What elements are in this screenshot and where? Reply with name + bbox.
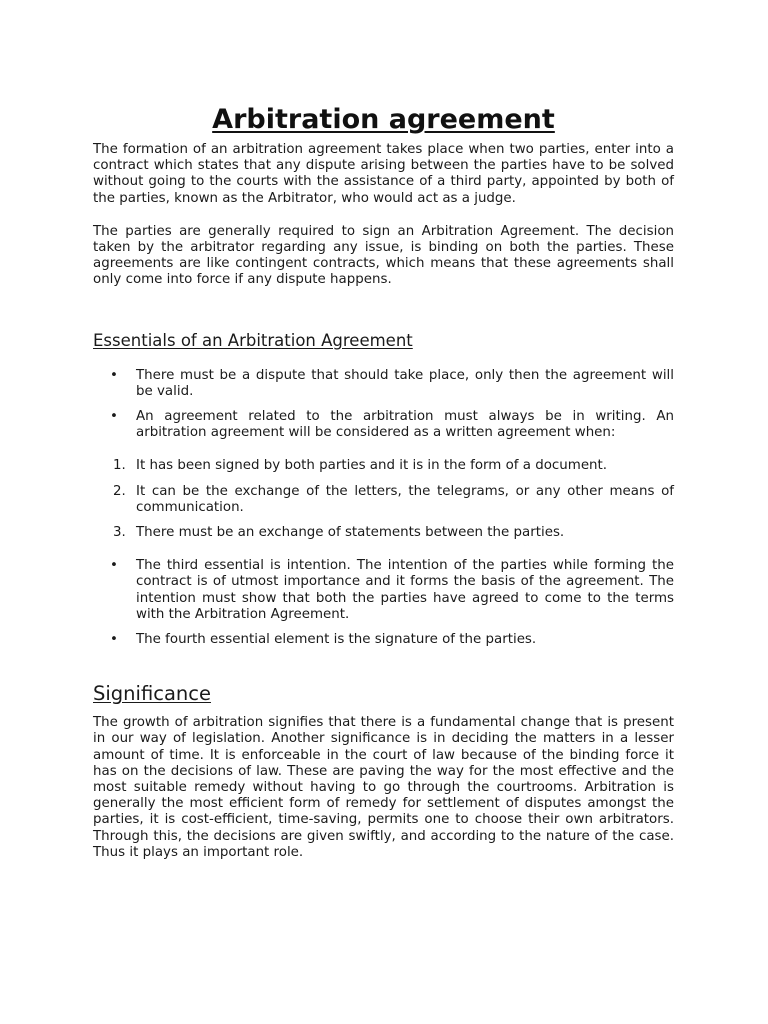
bullet-text: The fourth essential element is the signature of the parties. <box>136 632 537 648</box>
numbered-text: There must be an exchange of statements between the parties. <box>136 525 565 541</box>
document-title: Arbitration agreement <box>212 104 555 135</box>
numbered-text: It has been signed by both parties and it is in the form of a document. <box>136 458 608 474</box>
bullet-marker: • <box>110 367 118 383</box>
number-marker: 1. <box>113 458 126 474</box>
significance-heading: Significance <box>93 682 211 706</box>
bullet-item <box>93 368 674 400</box>
numbered-item <box>93 525 674 541</box>
intro-paragraph-2: The parties are generally required to sign an Arbitration Agreement. The decision taken by the arbitrator regarding any issue, is binding on both the parties. These agreements are like contingent contracts, which means that these agreements shall only come into force if any dispute happens. <box>93 223 674 288</box>
numbered-item <box>93 484 674 516</box>
bullet-marker: • <box>110 409 118 425</box>
bullet-item <box>93 558 674 623</box>
significance-paragraph: The growth of arbitration signifies that there is a fundamental change that is present in our way of legislation. Another significance is in deciding the matters in a lesser amount of time. It is enforceable in the court of law because of the binding force it has on the decisions of law. These are paving the way for the most effective and the most suitable remedy without having to go through the courtrooms. Arbitration is generally the most efficient form of remedy for settlement of disputes amongst the parties, it is cost-efficient, time-saving, permits one to choose their own arbitrators. Through this, the decisions are given swiftly, and according to the nature of the case. Thus it plays an important role. <box>93 715 674 860</box>
bullet-marker: • <box>110 632 118 648</box>
intro-paragraph-1: The formation of an arbitration agreement takes place when two parties, enter into a contract which states that any dispute arising between the parties have to be solved without going to the courts with the assistance of a third party, appointed by both of the parties, known as the Arbitrator, who would act as a judge. <box>93 142 674 206</box>
bullet-text: There must be a dispute that should take place, only then the agreement will be valid. <box>136 367 674 399</box>
document-page <box>93 103 674 861</box>
essentials-heading: Essentials of an Arbitration Agreement <box>93 330 413 350</box>
bullet-text: The third essential is intention. The intention of the parties while forming the contract is of utmost importance and it forms the basis of the agreement. The intention must show that both the parties have agreed to come to the terms with the Arbitration Agreement. <box>136 558 674 622</box>
numbered-item <box>93 458 674 474</box>
bullet-text: An agreement related to the arbitration must always be in writing. An arbitration agreement will be considered as a written agreement when: <box>136 409 674 441</box>
bullet-item <box>93 409 674 441</box>
bullet-item <box>93 632 674 648</box>
number-marker: 3. <box>113 525 126 541</box>
numbered-text: It can be the exchange of the letters, the telegrams, or any other means of communication. <box>136 483 674 515</box>
number-marker: 2. <box>113 483 126 499</box>
bullet-marker: • <box>110 558 118 574</box>
